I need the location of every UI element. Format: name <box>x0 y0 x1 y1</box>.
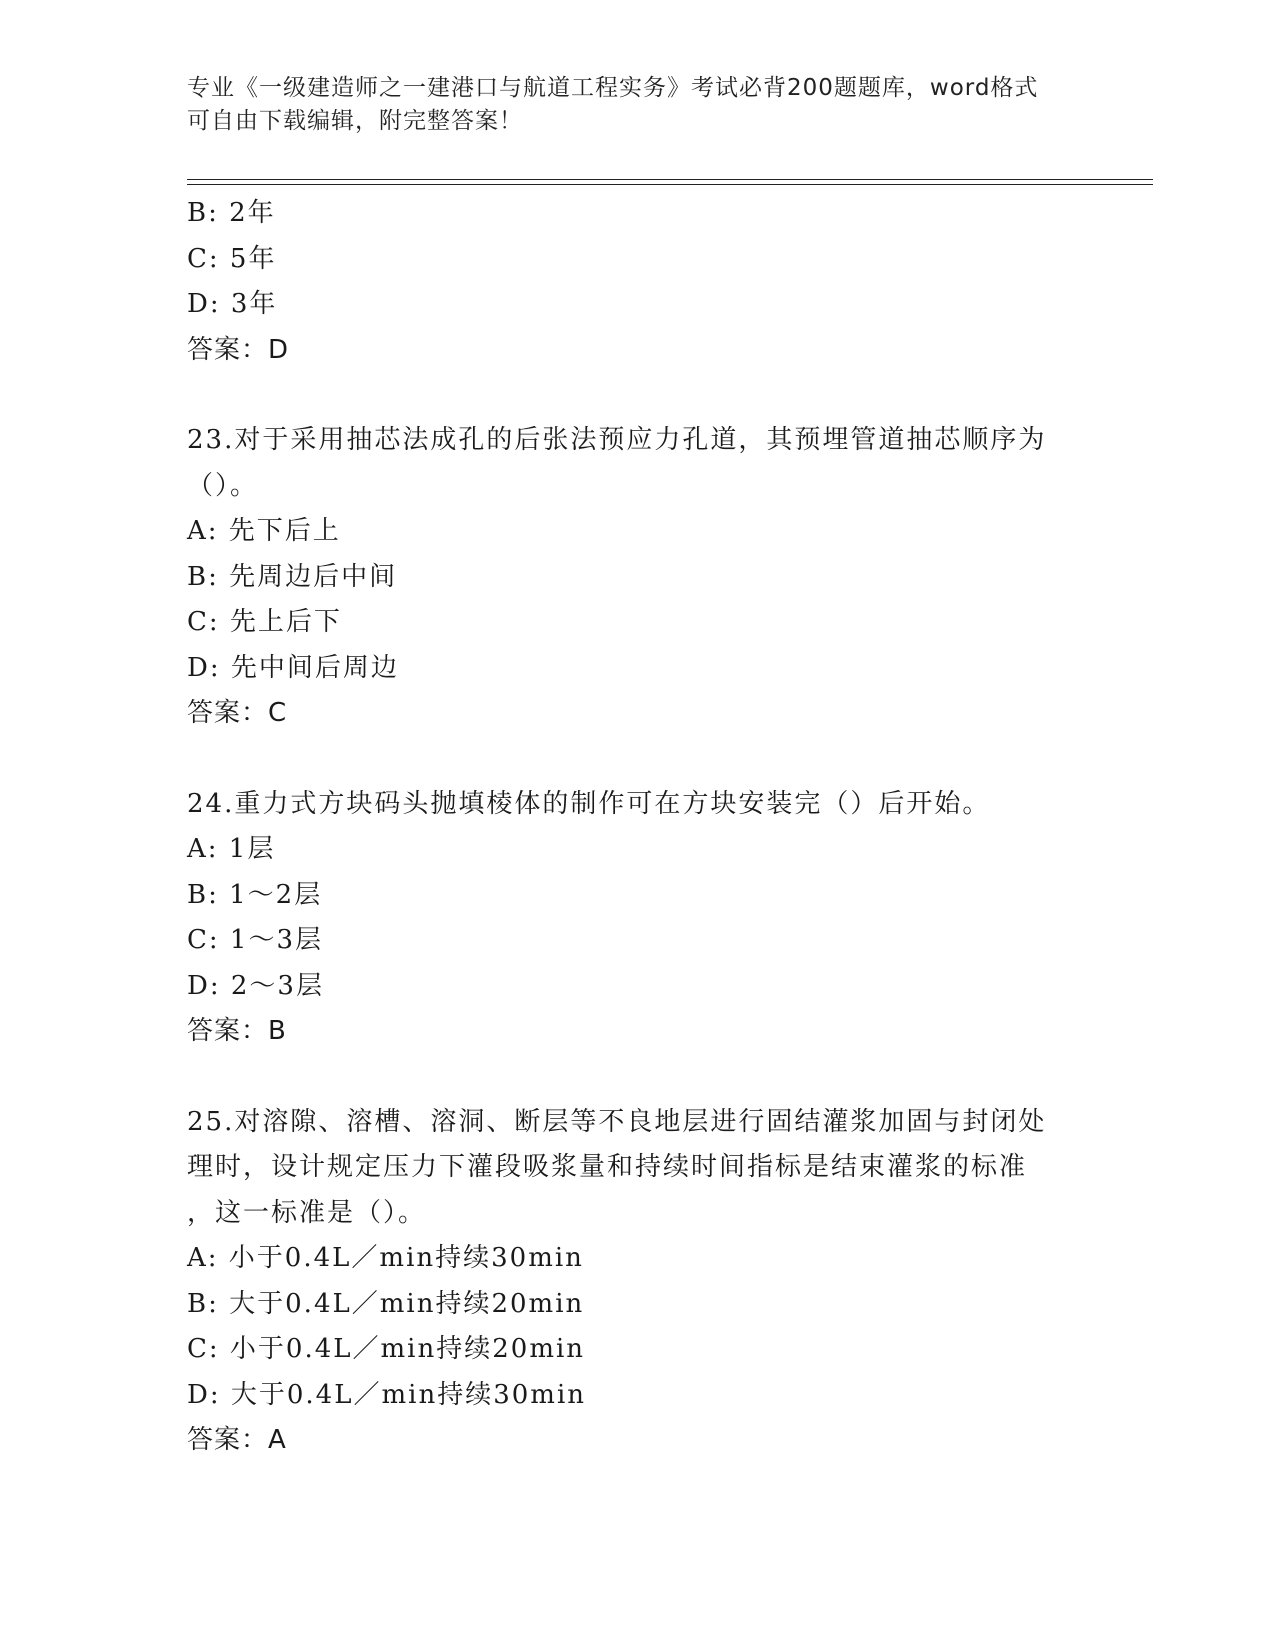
option-c: C: 先上后下 <box>187 607 342 637</box>
question-stem: （）。 <box>187 470 259 501</box>
option-a: A: 1层 <box>187 834 276 864</box>
option-c: C: 1～3层 <box>187 925 324 955</box>
question-25 <box>187 1100 1087 1464</box>
question-stem: ，这一标准是（）。 <box>187 1197 427 1228</box>
header-divider-top <box>187 179 1153 180</box>
answer-line: 答案：A <box>187 1425 287 1455</box>
spacer <box>187 1055 1087 1100</box>
question-24 <box>187 782 1087 1055</box>
question-22-continued <box>187 191 1087 373</box>
question-content <box>187 191 1087 1464</box>
answer-line: 答案：C <box>187 698 288 728</box>
spacer <box>187 737 1087 782</box>
header-line-2: 可自由下载编辑，附完整答案！ <box>187 108 523 134</box>
option-b: B: 先周边后中间 <box>187 561 398 592</box>
option-a: A: 小于0.4L／min持续30min <box>187 1243 584 1273</box>
option-b: B: 1～2层 <box>187 879 323 910</box>
spacer <box>187 373 1087 418</box>
header-divider-bottom <box>187 184 1153 185</box>
option-d: D: 大于0.4L／min持续30min <box>187 1379 586 1410</box>
option-c: C: 5年 <box>187 243 277 274</box>
option-d: D: 先中间后周边 <box>187 652 399 683</box>
option-b: B: 大于0.4L／min持续20min <box>187 1288 585 1319</box>
option-c: C: 小于0.4L／min持续20min <box>187 1334 586 1364</box>
option-b: B: 2年 <box>187 198 276 228</box>
question-stem: 25.对溶隙、溶槽、溶洞、断层等不良地层进行固结灌浆加固与封闭处 <box>187 1106 1047 1137</box>
question-stem: 理时，设计规定压力下灌段吸浆量和持续时间指标是结束灌浆的标准 <box>187 1152 1028 1182</box>
document-header <box>187 72 1067 138</box>
header-line-1: 专业《一级建造师之一建港口与航道工程实务》考试必背200题题库，word格式 <box>187 75 1039 101</box>
answer-line: 答案：B <box>187 1016 287 1046</box>
question-stem: 23.对于采用抽芯法成孔的后张法预应力孔道，其预埋管道抽芯顺序为 <box>187 425 1047 455</box>
question-stem: 24.重力式方块码头抛填棱体的制作可在方块安装完（）后开始。 <box>187 788 991 819</box>
option-d: D: 2～3层 <box>187 970 324 1001</box>
question-23 <box>187 418 1087 737</box>
option-a: A: 先下后上 <box>187 516 341 546</box>
option-d: D: 3年 <box>187 289 278 319</box>
answer-line: 答案：D <box>187 334 290 365</box>
